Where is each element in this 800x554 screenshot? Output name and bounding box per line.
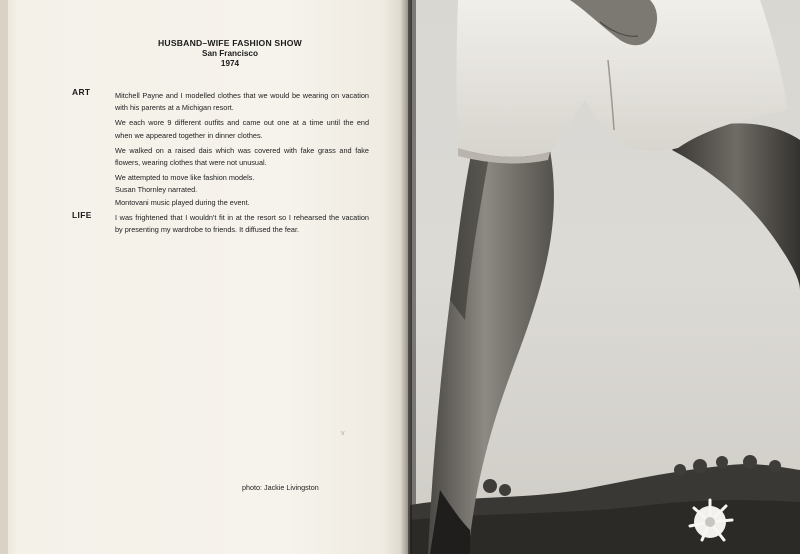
legs-photograph	[410, 0, 800, 554]
photo-credit: photo: Jackie Livingston	[242, 483, 319, 492]
art-paragraph: We walked on a raised dais which was covered with fake grass and fake flowers, wearing clothes that were not unusual.	[115, 145, 369, 168]
art-paragraph: Susan Thornley narrated.	[115, 185, 198, 195]
art-paragraph: Mitchell Payne and I modelled clothes that we would be wearing on vacation with his parents at a Michigan resort.	[115, 91, 369, 113]
photo-page	[410, 0, 800, 554]
piece-year: 1974	[220, 59, 240, 68]
page-edge	[0, 0, 8, 554]
piece-location: San Francisco	[202, 49, 258, 58]
book-gutter	[400, 0, 412, 554]
art-label: ART	[72, 87, 91, 97]
pencil-mark: v	[341, 430, 345, 437]
art-paragraph: Montovani music played during the event.	[115, 197, 250, 207]
life-paragraph: I was frightened that I wouldn't fit in at the resort so I rehearsed the vacation by presenting my wardrobe to friends. It diffused the fear.	[115, 213, 369, 235]
art-paragraph: We each wore 9 different outfits and came out one at a time until the end when we appeared together in dinner clothes.	[115, 118, 369, 140]
art-paragraph: We attempted to move like fashion models.	[115, 173, 255, 183]
page-header	[150, 38, 310, 69]
life-text	[115, 212, 369, 236]
piece-title: HUSBAND–WIFE FASHION SHOW	[158, 38, 302, 48]
life-label: LIFE	[72, 210, 92, 220]
art-text	[115, 90, 369, 209]
